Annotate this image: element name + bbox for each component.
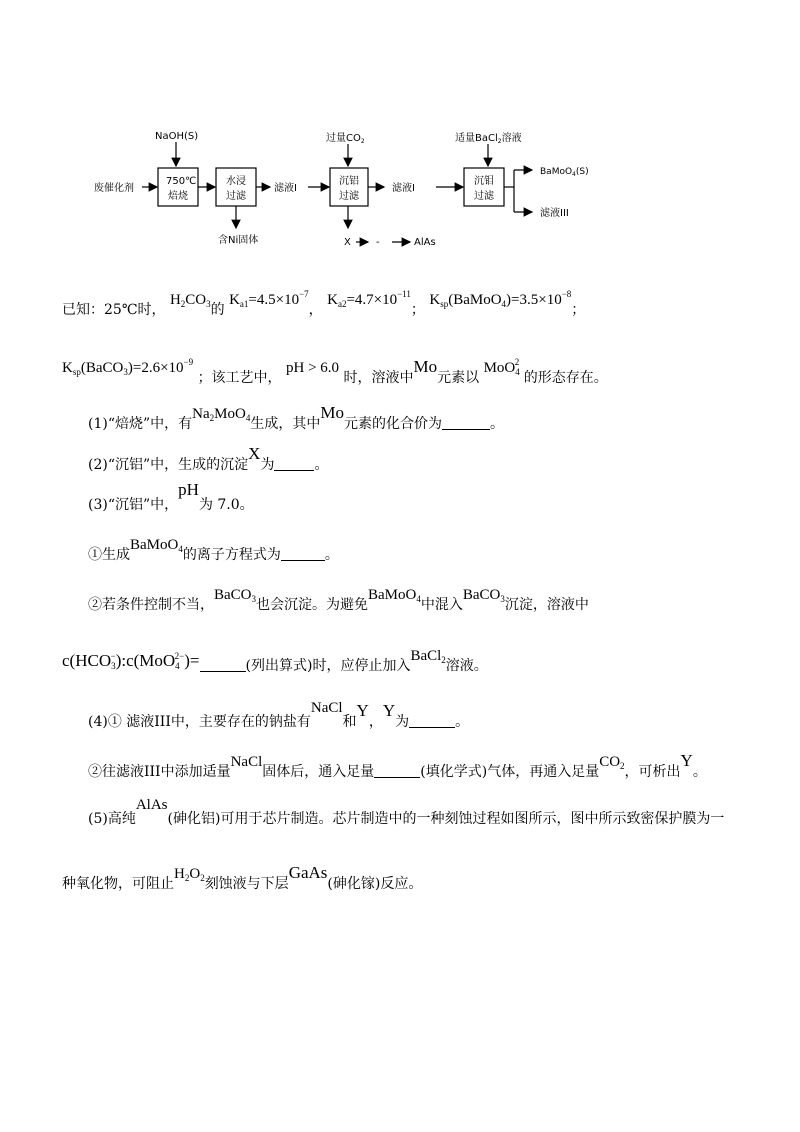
start-material: 废催化剂 (94, 183, 134, 194)
box4-line2: 过滤 (474, 191, 494, 202)
question-5: (5)高纯AlAs(砷化铝)可用于芯片制造。芯片制造中的一种刻蚀过程如图所示，图中所示致密保护膜为一 (88, 797, 725, 827)
answer-blank-3-1[interactable] (281, 548, 325, 561)
solid-ni: 含Ni固体 (218, 235, 259, 246)
output-dash: - (376, 237, 380, 248)
answer-blank-4-1[interactable] (409, 715, 455, 728)
known-line-1: 已知：25℃时， $H_2CO_3$的 $K_{a1}=4.5\times 10^{-7}$， $K_{a2}=4.7\times 10^{-11}$； $K_{sp}(BaMoO_4)=3.5\times 10^{-8}$； (62, 289, 586, 318)
answer-blank-3-2[interactable] (200, 659, 246, 672)
box2-line2: 过滤 (226, 191, 246, 202)
box2-line1: 水浸 (226, 176, 246, 187)
answer-blank-2[interactable] (274, 458, 314, 471)
known-line-2: $K_{sp}(BaCO_3)=2.6\times 10^{-9}$ ；该工艺中， pH > 6.0 时，溶液中Mo元素以 MoO$_4^2$ 的形态存在。 (62, 357, 608, 386)
input-co2: 过量$CO_2$ (326, 133, 365, 145)
output-alas: AlAs (414, 237, 436, 248)
box1-line1: 750℃ (166, 176, 197, 187)
h2co3-formula: $H_2CO_3$ (169, 292, 211, 309)
input-naoh: NaOH(S) (155, 131, 199, 142)
question-1: (1)“焙烧”中，有$Na_2MoO_4$生成，其中Mo元素的化合价为 。 (88, 403, 504, 432)
question-4-2: ②往滤液III中添加适量NaCl固体后，通入足量 (填化学式)气体，再通入足量$CO_2$，可析出Y。 (88, 751, 707, 780)
question-3-1: ①生成BaMoO$_4$的离子方程式为 。 (88, 537, 339, 563)
output-x: X (344, 237, 351, 248)
filtrate-2: 滤液I (392, 183, 415, 194)
box1-line2: 焙烧 (168, 191, 188, 202)
box4-line1: 沉钼 (474, 176, 494, 187)
question-3-2-cont: $c(HCO_3^-):c(MoO_4^{2-})=$ (列出算式)时，应停止加入BaCl$_2$溶液。 (62, 648, 488, 674)
box3-line2: 过滤 (339, 191, 359, 202)
answer-blank-4-2[interactable] (374, 765, 420, 778)
question-5-cont: 种氧化物，可阻止$H_2O_2$刻蚀液与下层GaAs(砷化镓)反应。 (62, 863, 423, 892)
process-flowchart (0, 0, 800, 260)
question-4-1: (4)① 滤液III中，主要存在的钠盐有NaCl和Y，Y为 。 (88, 700, 470, 730)
output-bamoo4: BaMoO$_4$(S) (540, 167, 589, 178)
question-3: (3)“沉铝”中，pH为 7.0。 (88, 480, 254, 513)
ksp-bamoo4: $K_{sp}(BaMoO_4)=3.5\times 10^{-8}$ (429, 289, 572, 309)
answer-blank-1[interactable] (442, 417, 490, 430)
filtrate-1: 滤液I (274, 183, 297, 194)
ksp-baco3: $K_{sp}(BaCO_3)=2.6\times 10^{-9}$ (62, 357, 194, 377)
question-3-2: ②若条件控制不当，BaCO$_3$也会沉淀。为避免BaMoO$_4$中混入BaCO$_3$沉淀，溶液中 (88, 587, 589, 613)
box3-line1: 沉铝 (339, 176, 359, 187)
input-bacl2: 适量BaCl$_2$溶液 (455, 133, 522, 145)
output-filtrate-3: 滤液III (540, 208, 569, 219)
question-2: (2)“沉铝”中，生成的沉淀X为 。 (88, 444, 329, 473)
